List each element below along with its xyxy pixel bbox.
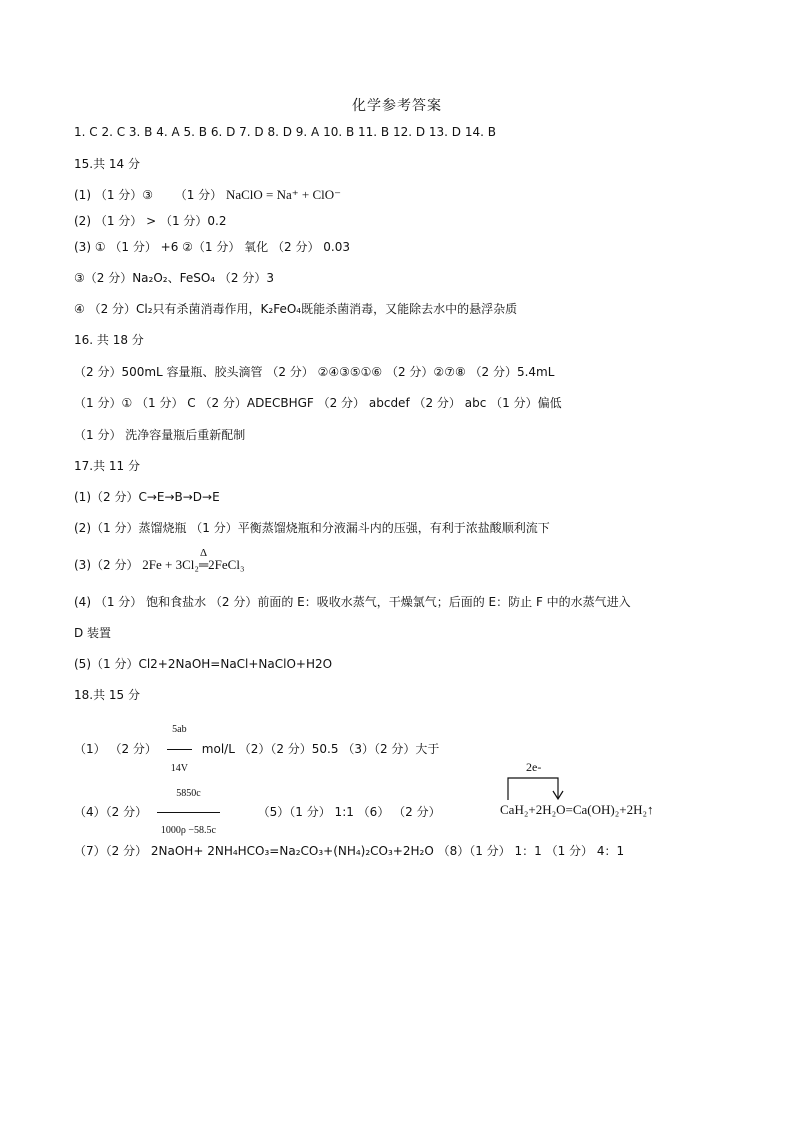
q18-part7-8: （7）（2 分） 2NaOH+ 2NH₄HCO₃=Na₂CO₃+(NH₄)₂CO₃+2H₂O （8）（1 分） 1：1 （1 分） 4：1 (74, 844, 625, 858)
q18-fraction-1 (167, 712, 192, 787)
fraction-denominator: 14V (170, 763, 188, 774)
q15-part3: (3) ① （1 分） +6 ②（1 分） 氧化 （2 分） 0.03 (74, 240, 350, 254)
q17-part3 (74, 547, 245, 573)
q15-header: 15.共 14 分 (74, 157, 140, 171)
heat-delta-symbol: Δ (200, 547, 208, 559)
q17-part4: (4) （1 分） 饱和食盐水 （2 分）前面的 E：吸收水蒸气，干燥氯气；后面的 E：防止 F 中的水蒸气进入 (74, 595, 631, 609)
q15-ionization-equation: NaClO = Na⁺ + ClO⁻ (225, 187, 342, 202)
q17-eq-arrow (198, 547, 209, 573)
q17-part5: (5)（1 分）Cl2+2NaOH=NaCl+NaClO+H2O (74, 657, 333, 671)
q17-part4-cont: D 装置 (74, 626, 112, 640)
q17-part1: (1)（2 分）C→E→B→D→E (74, 490, 220, 504)
q15-part1 (74, 187, 341, 203)
q15-part1-b: （1 分） (174, 188, 223, 202)
q17-part2: (2)（1 分）蒸馏烧瓶 （1 分）平衡蒸馏烧瓶和分液漏斗内的压强，有利于浓盐酸顺利流下 (74, 521, 550, 535)
q15-part1-a: (1) （1 分）③ (74, 188, 154, 202)
q18-part1-rest: mol/L （2）（2 分）50.5 （3）（2 分）大于 (201, 742, 440, 756)
q18-part6-equation: CaH₂+2H₂O=Ca(OH)₂+2H₂↑ (500, 802, 654, 817)
q16-line3: （1 分） 洗净容量瓶后重新配制 (74, 428, 246, 442)
q18-part4 (74, 777, 441, 848)
q17-part3-label: (3)（2 分） (74, 558, 139, 572)
equals-arrow: ═ (198, 557, 209, 572)
q18-part4-label: （4）（2 分） (74, 805, 148, 819)
answers-1-14: 1. C 2. C 3. B 4. A 5. B 6. D 7. D 8. D 9. A 10. B 11. B 12. D 13. D 14. B (74, 125, 496, 139)
electron-transfer-diagram (500, 760, 700, 822)
q17-eq-right: 2FeCl₃ (208, 557, 245, 572)
q15-part2: (2) （1 分） > （1 分）0.2 (74, 214, 227, 228)
fraction-denominator: 1000ρ −58.5c (160, 825, 216, 836)
q18-part1 (74, 712, 439, 787)
fraction-numerator: 5850c (157, 777, 220, 813)
page-title: 化学参考答案 (352, 98, 442, 114)
q17-header: 17.共 11 分 (74, 459, 140, 473)
q18-part5-6: （5）（1 分） 1:1 （6） （2 分） (257, 805, 441, 819)
q17-eq-left: 2Fe + 3Cl₂ (142, 557, 199, 572)
q16-line2: （1 分）① （1 分） C （2 分）ADECBHGF （2 分） abcdef （2 分） abc （1 分）偏低 (74, 396, 562, 410)
q16-header: 16. 共 18 分 (74, 333, 144, 347)
q18-fraction-2 (157, 777, 220, 848)
q16-line1: （2 分）500mL 容量瓶、胶头滴管 （2 分） ②④③⑤①⑥ （2 分）②⑦⑧ （2 分）5.4mL (74, 365, 555, 379)
electron-count-label: 2e- (526, 760, 542, 774)
fraction-numerator: 5ab (167, 712, 192, 750)
q18-header: 18.共 15 分 (74, 688, 140, 702)
q18-part1-label: （1） （2 分） (74, 742, 157, 756)
q15-part5: ④ （2 分）Cl₂只有杀菌消毒作用，K₂FeO₄既能杀菌消毒，又能除去水中的悬浮杂质 (74, 302, 518, 316)
electron-transfer-arrow (500, 760, 700, 804)
q15-part4: ③（2 分）Na₂O₂、FeSO₄ （2 分）3 (74, 271, 275, 285)
